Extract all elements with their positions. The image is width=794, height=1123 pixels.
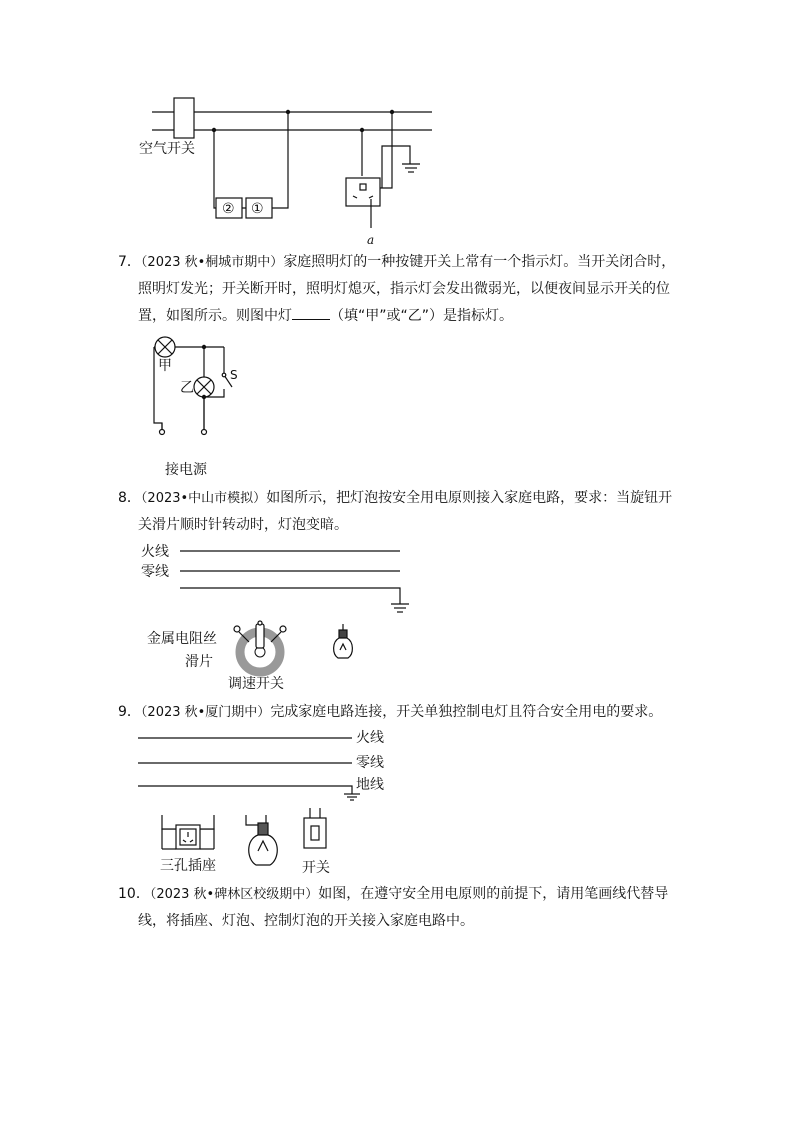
question-8 [118,485,688,539]
dimmer-switch-icon [225,620,295,680]
switch-s-label: S [230,368,238,382]
junction-dot [286,110,290,114]
resistance-wire-label: 金属电阻丝 [147,631,217,647]
neutral-wire-label: 零线 [141,564,169,580]
lamp-1-label: ① [251,201,264,217]
question-text: 照明灯发光；开关断开时，照明灯熄灭，指示灯会发出微弱光，以便夜间显示开关的位 [138,281,670,297]
switch-label: 开关 [302,860,330,876]
question-text: （填“甲”或“乙”）是指标灯。 [330,308,514,324]
question-text: 完成家庭电路连接，开关单独控制电灯且符合安全用电的要求。 [270,704,663,720]
q8-circuit-figure [175,540,415,620]
answer-blank[interactable] [292,305,330,320]
question-source: （2023 秋•桐城市期中） [140,255,284,270]
switch-icon [300,808,330,858]
neutral-wire-label: 零线 [356,755,384,771]
question-text: 置，如图所示。则图中灯 [138,308,292,324]
top-circuit-figure [130,90,440,250]
question-7 [118,249,688,330]
three-hole-socket-icon [158,815,218,857]
junction-dot [390,110,394,114]
junction-dot [212,128,216,132]
dimmer-switch-label: 调速开关 [228,676,284,692]
question-number: 8． [118,490,141,506]
question-text: 如图，在遵守安全用电原则的前提下，请用笔画线代替导 [318,886,669,902]
point-a-label: a [367,233,375,247]
question-source: （2023•中山市模拟） [140,491,267,506]
air-switch-label: 空气开关 [139,141,195,157]
light-bulb-icon [240,815,284,871]
socket-label: 三孔插座 [160,858,216,874]
power-label: 接电源 [165,462,207,478]
question-text: 关滑片顺时针转动时，灯泡变暗。 [138,517,348,533]
question-text: 线，将插座、灯泡、控制灯泡的开关接入家庭电路中。 [138,913,474,929]
live-wire-label: 火线 [141,544,169,560]
question-9 [118,699,688,726]
slider-label: 滑片 [185,654,213,670]
lamp-jia-label: 甲 [158,358,172,374]
junction-dot [360,128,364,132]
question-text: 如图所示，把灯泡按安全用电原则接入家庭电路，要求：当旋钮开 [266,490,673,506]
question-source: （2023 秋•厦门期中） [140,705,271,720]
question-10 [118,881,688,935]
question-source: （2023 秋•碑林区校级期中） [149,887,319,902]
question-text: 家庭照明灯的一种按键开关上常有一个指示灯。当开关闭合时， [283,254,676,270]
lamp-2-label: ② [222,201,235,217]
q9-circuit-figure [130,728,370,808]
live-wire-label: 火线 [356,730,384,746]
lamp-yi-label: 乙 [180,380,194,396]
question-number: 9． [118,704,141,720]
question-number: 7． [118,254,141,270]
question-number: 10． [118,886,150,902]
light-bulb-icon [328,624,358,664]
junction-dot [202,395,206,399]
q7-circuit-figure [140,335,250,465]
ground-wire-label: 地线 [356,777,384,793]
junction-dot [202,345,206,349]
